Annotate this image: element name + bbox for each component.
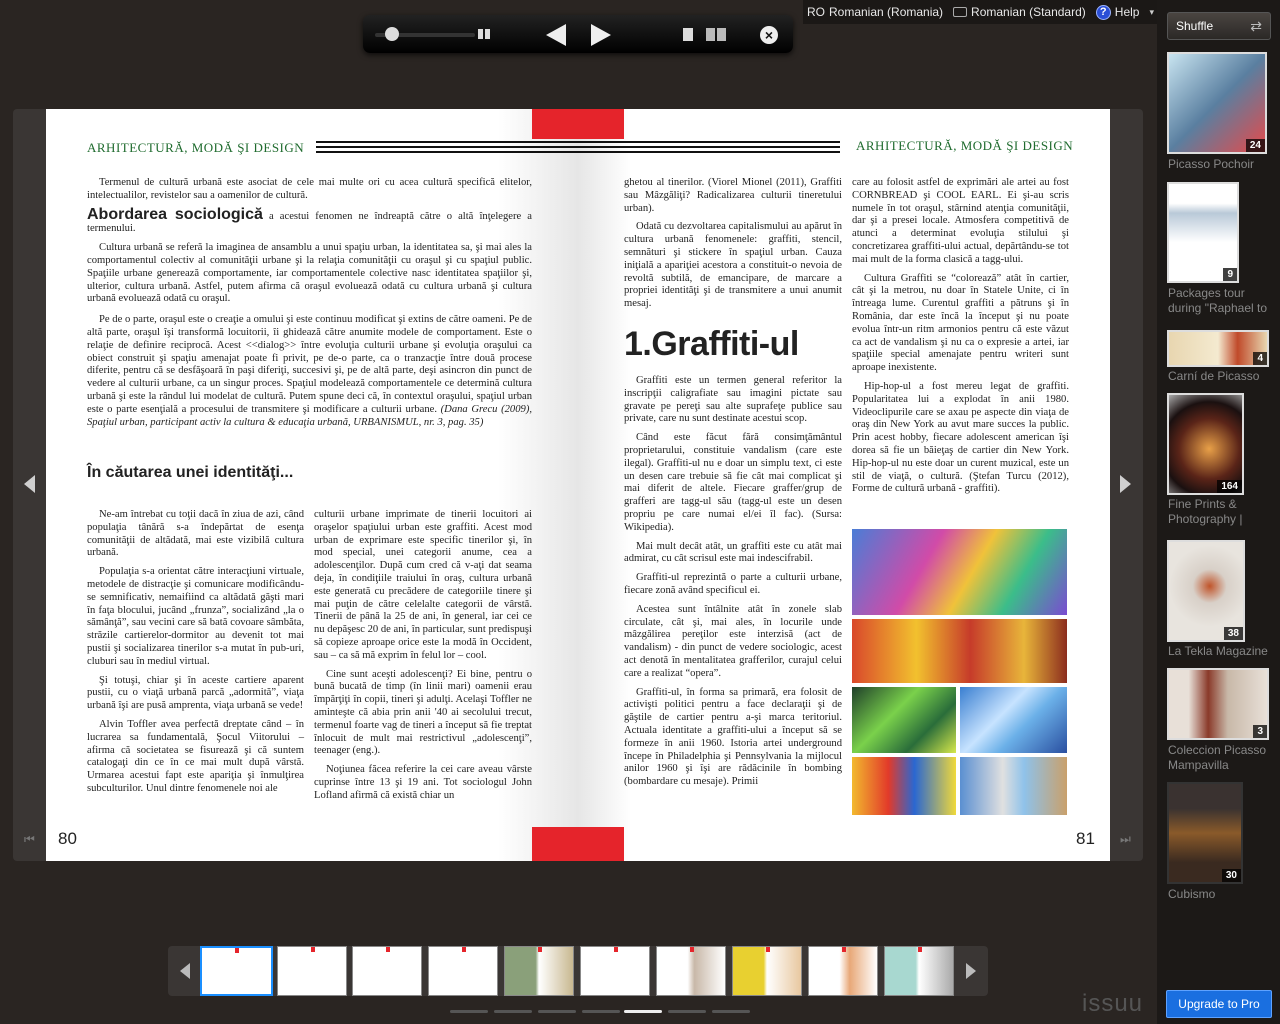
page-thumbnail[interactable] xyxy=(732,946,802,996)
page-indicator-dot[interactable] xyxy=(668,1010,706,1013)
publication-thumbnail[interactable] xyxy=(1167,668,1269,740)
graffiti-heading: 1.Graffiti-ul xyxy=(624,325,799,363)
paragraph: Populaţia s-a orientat către interacţiuni virtuale, metodele de distracţie şi comunicare modificându-se semnificativ, nemaifiind ca altădată găşti mari în faţa blocului, jucând „frunza”, socializând „la o sămânţă”, sau vecini care să bată covoare sâmbăta, străzile cartierelor-dormitor au devenit tot mai pustii şi socializarea tinerilor s-a mutat în pub-uri, cluburi sau în mediul virtual. xyxy=(87,566,304,667)
publication-title[interactable]: Packages tour during "Raphael to xyxy=(1168,286,1267,315)
page-indicator-dot[interactable] xyxy=(582,1010,620,1013)
section-header: ARHITECTURĂ, MODĂ ŞI DESIGN xyxy=(856,138,1074,153)
paragraph: Hip-hop-ul a fost mereu legat de graffiti. Popularitatea lui a explodat în anii 1980. Videoclipurile care se axau pe aspecte din viaţa de oraş din New York au avut mare succes la public. Prin acest hobby, fiecare adolescent american îşi dorea să fie un băieţaş de cartier din New York. Hip-hop-ul nu este doar un curent muzical, este un stil de viaţă, o cultură. (Ştefan Turcu (2012), Forme de cultură urbană - graffiti). xyxy=(852,380,1069,495)
page-indicator-dot[interactable] xyxy=(624,1010,662,1013)
publication-title[interactable]: Carní de Picasso xyxy=(1168,369,1260,383)
publication-thumbnail[interactable] xyxy=(1167,182,1239,283)
intro-paragraph: Termenul de cultură urbană este asociat de cele mai multe ori cu acea cultură specifică elitelor, intelectualilor, revistelor sau a oamenilor de cultură. xyxy=(87,177,532,201)
publication-thumbnail[interactable] xyxy=(1167,330,1269,367)
help-icon: ? xyxy=(1096,5,1111,20)
paragraph: care au folosit astfel de exprimări ale artei au fost CORNBREAD şi COOL EARL. Ei şi-au scris numele în tot oraşul, stârnind atenţia comunităţii, dar şi a presei locale. Atmosfera competitivă de atunci a determinat evoluţia stilului şi concretizarea graffiti-ului actual, depărtându-se tot mai mult de la forma clasică a tagg-ului. xyxy=(852,177,1069,265)
zoom-slider-knob[interactable] xyxy=(385,27,399,41)
publication-title[interactable]: Coleccion Picasso Mampavilla xyxy=(1168,743,1267,772)
page-thumbnail[interactable] xyxy=(580,946,650,996)
graffiti-image xyxy=(852,619,1067,683)
paragraph: Pe de o parte, oraşul este o creaţie a omului şi este continuu modificat şi extins de către oameni. Pe de altă parte, oraşul îşi transformă locuitorii, îi ghidează către anumite modele de comportament. Este o relaţie de definire reciprocă. Acest <<dialog>> între evoluţia culturii urbane şi evoluţia oraşului ca obiect construit şi spaţiu amenajat poate fi privit, pe de-o parte, ca o tranzacţie între două procese diferite, pentru că se desfăşoară în paşi diferiţi, succesivi şi, pe de altă parte, deşi asincron din punct de vedere al culturii urbane, ca un singur proces. Spaţiul modelează comportamentele ce determină cultura urbană şi este la rândul lui modelat de cultură. Putem spune deci că, în contextul oraşului, spaţiul urban este o parte esenţială a procesului de transmitere şi modificare a culturii urbane. xyxy=(87,314,532,415)
page-thumbnail[interactable] xyxy=(884,946,954,996)
page-count-badge: 9 xyxy=(1223,268,1237,281)
paragraph: Alvin Toffler avea perfectă dreptate când – în lucrarea sa fundamentală, Şocul Viitorului – afirma că societatea se fisurează şi că suntem catalogaţi din ce în ce mai mult după vârstă. Urmarea acestui fapt este apariţia şi înmulţirea subculturilor. Unul dintre fenomenele noi ale xyxy=(87,718,304,794)
previous-spread-arrow-icon[interactable] xyxy=(24,475,35,493)
page-thumbnail[interactable] xyxy=(200,946,273,996)
keyboard-icon xyxy=(953,7,967,17)
paragraph: Odată cu dezvoltarea capitalismului au apărut în cultura urbană fenomenele: graffiti, stencil, semnături şi stickere în spaţiul urban. Cauza iniţială a apariţiei acestora a constituit-o nevoia de revoltă subtilă, de emancipare, de marcare a propriei identităţi şi de transmitere a unui anumit mesaj. xyxy=(624,221,842,310)
red-accent-bottom xyxy=(532,827,578,861)
left-column-1 xyxy=(87,509,304,802)
shuffle-icon: ⇄ xyxy=(1250,17,1262,34)
page-thumbnail[interactable] xyxy=(656,946,726,996)
publication-thumbnail[interactable] xyxy=(1167,782,1243,884)
page-count-badge: 164 xyxy=(1217,480,1242,493)
single-page-icon[interactable] xyxy=(683,28,693,41)
citation: (Dana Grecu (2009), Spaţiul urban, participant activ la cultura & educaţia urbană, URBANISMUL, nr. 3, pag. 35) xyxy=(87,403,532,428)
header-rules xyxy=(578,141,840,155)
page-thumbnail[interactable] xyxy=(504,946,574,996)
paragraph: Graffiti-ul reprezintă o parte a culturii urbane, fiecare zonă având specificul ei. xyxy=(624,572,842,596)
paragraph: ghetou al tinerilor. (Viorel Mionel (2011), Graffiti sau Mâzgăliţi? Radicalizarea culturii tineretului urban). xyxy=(624,177,842,214)
publication-title[interactable]: Cubismo xyxy=(1168,887,1216,901)
first-page-icon[interactable]: ⏮ xyxy=(24,832,35,846)
publication-title[interactable]: Fine Prints & Photography | xyxy=(1168,497,1243,526)
previous-page-button[interactable] xyxy=(546,24,566,46)
page-thumbnail[interactable] xyxy=(352,946,422,996)
right-page xyxy=(578,109,1110,861)
page-indicator-dot[interactable] xyxy=(712,1010,750,1013)
keyboard-name: Romanian (Standard) xyxy=(971,5,1086,19)
grid-view-icon[interactable] xyxy=(478,29,490,39)
red-accent-bottom xyxy=(578,827,624,861)
page-indicator-dot[interactable] xyxy=(538,1010,576,1013)
strip-right-arrow-icon[interactable] xyxy=(966,963,976,979)
publication-thumbnail[interactable] xyxy=(1167,540,1245,642)
sociological-heading-tail: a acestui fenomen ne îndreaptă către o altă înţelegere a termenului. xyxy=(87,210,532,235)
language-bar xyxy=(803,0,1175,24)
graffiti-image xyxy=(852,687,956,753)
left-column-2 xyxy=(314,509,532,809)
page-count-badge: 4 xyxy=(1253,352,1267,365)
red-accent-top xyxy=(578,109,624,139)
page-indicator-dot[interactable] xyxy=(494,1010,532,1013)
publication-thumbnail[interactable] xyxy=(1167,52,1267,154)
right-column-2 xyxy=(852,177,1069,502)
reader-toolbar xyxy=(363,15,793,53)
red-accent-top xyxy=(532,109,578,139)
page-thumbnail[interactable] xyxy=(808,946,878,996)
paragraph: Ne-am întrebat cu toţii dacă în ziua de azi, când populaţia tânără s-a îndepărtat de esenţa comunităţii de altădată, mai este vizibilă cultura urbană. xyxy=(87,509,304,559)
publication-title[interactable]: Picasso Pochoir xyxy=(1168,157,1255,171)
left-intro-text xyxy=(87,177,532,435)
sociological-heading: Abordarea sociologică xyxy=(87,205,263,223)
page-thumbnail[interactable] xyxy=(428,946,498,996)
paragraph: Graffiti este un termen general referitor la inscripţii caligrafiate sau imagini pictate sau gravate pe pereţi sau alte suprafeţe publice sau private, care nu sunt destinate acestui scop. xyxy=(624,375,842,425)
shuffle-label: Shuffle xyxy=(1176,19,1214,33)
help-button[interactable] xyxy=(1096,5,1140,20)
left-page-number: 80 xyxy=(58,829,77,848)
page-count-badge: 38 xyxy=(1224,627,1243,640)
spread-view-icon[interactable] xyxy=(706,28,726,41)
language-name: Romanian (Romania) xyxy=(829,5,944,19)
identity-heading: În căutarea unei identităţi... xyxy=(87,464,294,481)
publication-thumbnail[interactable] xyxy=(1167,393,1244,495)
help-label: Help xyxy=(1114,5,1140,19)
right-page-number: 81 xyxy=(1076,829,1095,848)
page-count-badge: 3 xyxy=(1253,725,1267,738)
graffiti-image xyxy=(852,529,1067,615)
paragraph: Cultura Graffiti se “colorează” atât în cartier, cât şi la metrou, nu doar în Statele Unite, ci în întreaga lume. Curentul graffiti a pătruns şi în România, dar este încă la început şi nu poate evolua într-un ritm armonios pentru că este văzut ca act de vandalism şi nu ca o expresie a artei, iar spaţiile special amenajate pentru writeri sunt aproape inexistente. xyxy=(852,272,1069,374)
paragraph: Noţiunea făcea referire la cei care aveau vârste cuprinse între 13 şi 19 ani. Tot sociologul John Lofland afirmă că există chiar un xyxy=(314,764,532,801)
shuffle-button[interactable] xyxy=(1167,12,1271,40)
page-count-badge: 24 xyxy=(1246,139,1265,152)
page-thumbnail[interactable] xyxy=(277,946,347,996)
right-column-1 xyxy=(624,375,842,795)
strip-left-arrow-icon[interactable] xyxy=(180,963,190,979)
paragraph: Cultura urbană se referă la imaginea de ansamblu a unui spaţiu urban, la identitatea sa, şi mai ales la comportamentul colectiv al comunităţii urbane şi la relaţia comunităţii cu oraşul şi cu spaţiul public. Spaţiile urbane generează comportamente, iar comportamentele colective nasc identitatea spaţiilor şi, ulterior, cultura urbană. Astfel, putem afirma că oraşul evoluează odată cu cultura urbană şi cultura urbană evoluează odată cu oraşul. xyxy=(87,242,532,305)
publication-title[interactable]: La Tekla Magazine xyxy=(1168,644,1268,658)
paragraph: Şi totuşi, chiar şi în aceste cartiere aparent pustii, cu o viaţă urbană parcă „adormită”, viaţa urbană îşi are pusă amprenta, viaţa urbană se vede! xyxy=(87,674,304,712)
next-page-button[interactable] xyxy=(591,24,611,46)
options-chevron-icon[interactable]: ▾ xyxy=(1149,6,1154,17)
paragraph: Acestea sunt întâlnite atât în zonele slab circulate, cât şi, mai ales, în locurile unde mâzgălirea pereţilor este interzisă (act de vandalism) - din punct de vedere sociologic, acest act denotă în mentalitatea grafferilor, curajul celui care a realizat “opera”. xyxy=(624,603,842,679)
left-page xyxy=(46,109,578,861)
language-code: RO xyxy=(807,5,825,19)
paragraph: Când este făcut fără consimţământul proprietarului, constituie vandalism (care este ilegal). Graffiti-ul nu e doar un simplu text, ci este un desen care trebuie să fie cât mai complicat şi mai diferit de altele. Fiecare graffer/grup de grafferi are tagg-ul său (tagg-ul este un desen propriu pe care numai el/ei îl fac). (Sursa: Wikipedia). xyxy=(624,432,842,533)
graffiti-image xyxy=(960,757,1067,815)
paragraph: Mai mult decât atât, un graffiti este cu atât mai admirat, cu cât scrisul este mai indescifrabil. xyxy=(624,540,842,565)
section-header: ARHITECTURĂ, MODĂ ŞI DESIGN xyxy=(87,140,305,155)
page-count-badge: 30 xyxy=(1222,869,1241,882)
graffiti-image xyxy=(852,757,956,815)
language-selector[interactable] xyxy=(807,5,943,19)
paragraph: culturii urbane imprimate de tinerii locuitori ai oraşelor spaţiului urban este graffiti. Acest mod urban de exprimare este specific tinerilor şi, în mod special, unei categorii anume, cea a adolescenţilor. După cum cred că v-aţi dat seama deja, în condiţiile traiului în oraş, cultura urbană este generată cu precădere de categoriile tinere şi mai puţin de către celelalte categorii de vârstă. Tinerii de până la 25 de ani, în general, iar cei ce nu depăşesc 20 de ani, în particular, sunt predispuşi să copieze aproape orice este la modă în Occident, sau – ca să mă exprim în felul lor – cool. xyxy=(314,509,532,661)
next-spread-arrow-icon[interactable] xyxy=(1120,475,1131,493)
paragraph: Cine sunt aceşti adolescenţi? Ei bine, pentru o bună bucată de timp (în linii mari) oamenii erau împărţiţi în copii, tineri şi adulţi. Acelaşi Toffler ne aminteşte că abia prin anii '40 ai secolului trecut, termenul foarte vag de tineri a început să fie treptat înlocuit de mult mai restrictivul „adolescenţi”, teenager (eng.). xyxy=(314,668,532,757)
right-column-1-top xyxy=(624,177,842,317)
graffiti-image xyxy=(960,687,1067,753)
keyboard-selector[interactable] xyxy=(953,5,1086,19)
paragraph: Graffiti-ul, în forma sa primară, era folosit de activişti politici pentru a face declaraţii şi de găştile de cartier pentru a-şi marca teritoriul. Actuala identitate a graffiti-ului a început să se formeze în anii 1960. Istoria artei underground începe în Philadelphia şi Pennsylvania la mijlocul anilor 1960 şi îşi are rădăcinile în bombing (bombardare cu mesaje). Primii xyxy=(624,686,842,788)
upgrade-button[interactable]: Upgrade to Pro xyxy=(1166,990,1272,1018)
last-page-icon[interactable]: ⏭ xyxy=(1120,832,1131,846)
header-rules xyxy=(316,141,578,155)
close-button[interactable]: × xyxy=(760,26,778,44)
page-indicator-dot[interactable] xyxy=(450,1010,488,1013)
issuu-logo[interactable]: issuu xyxy=(1082,990,1144,1017)
